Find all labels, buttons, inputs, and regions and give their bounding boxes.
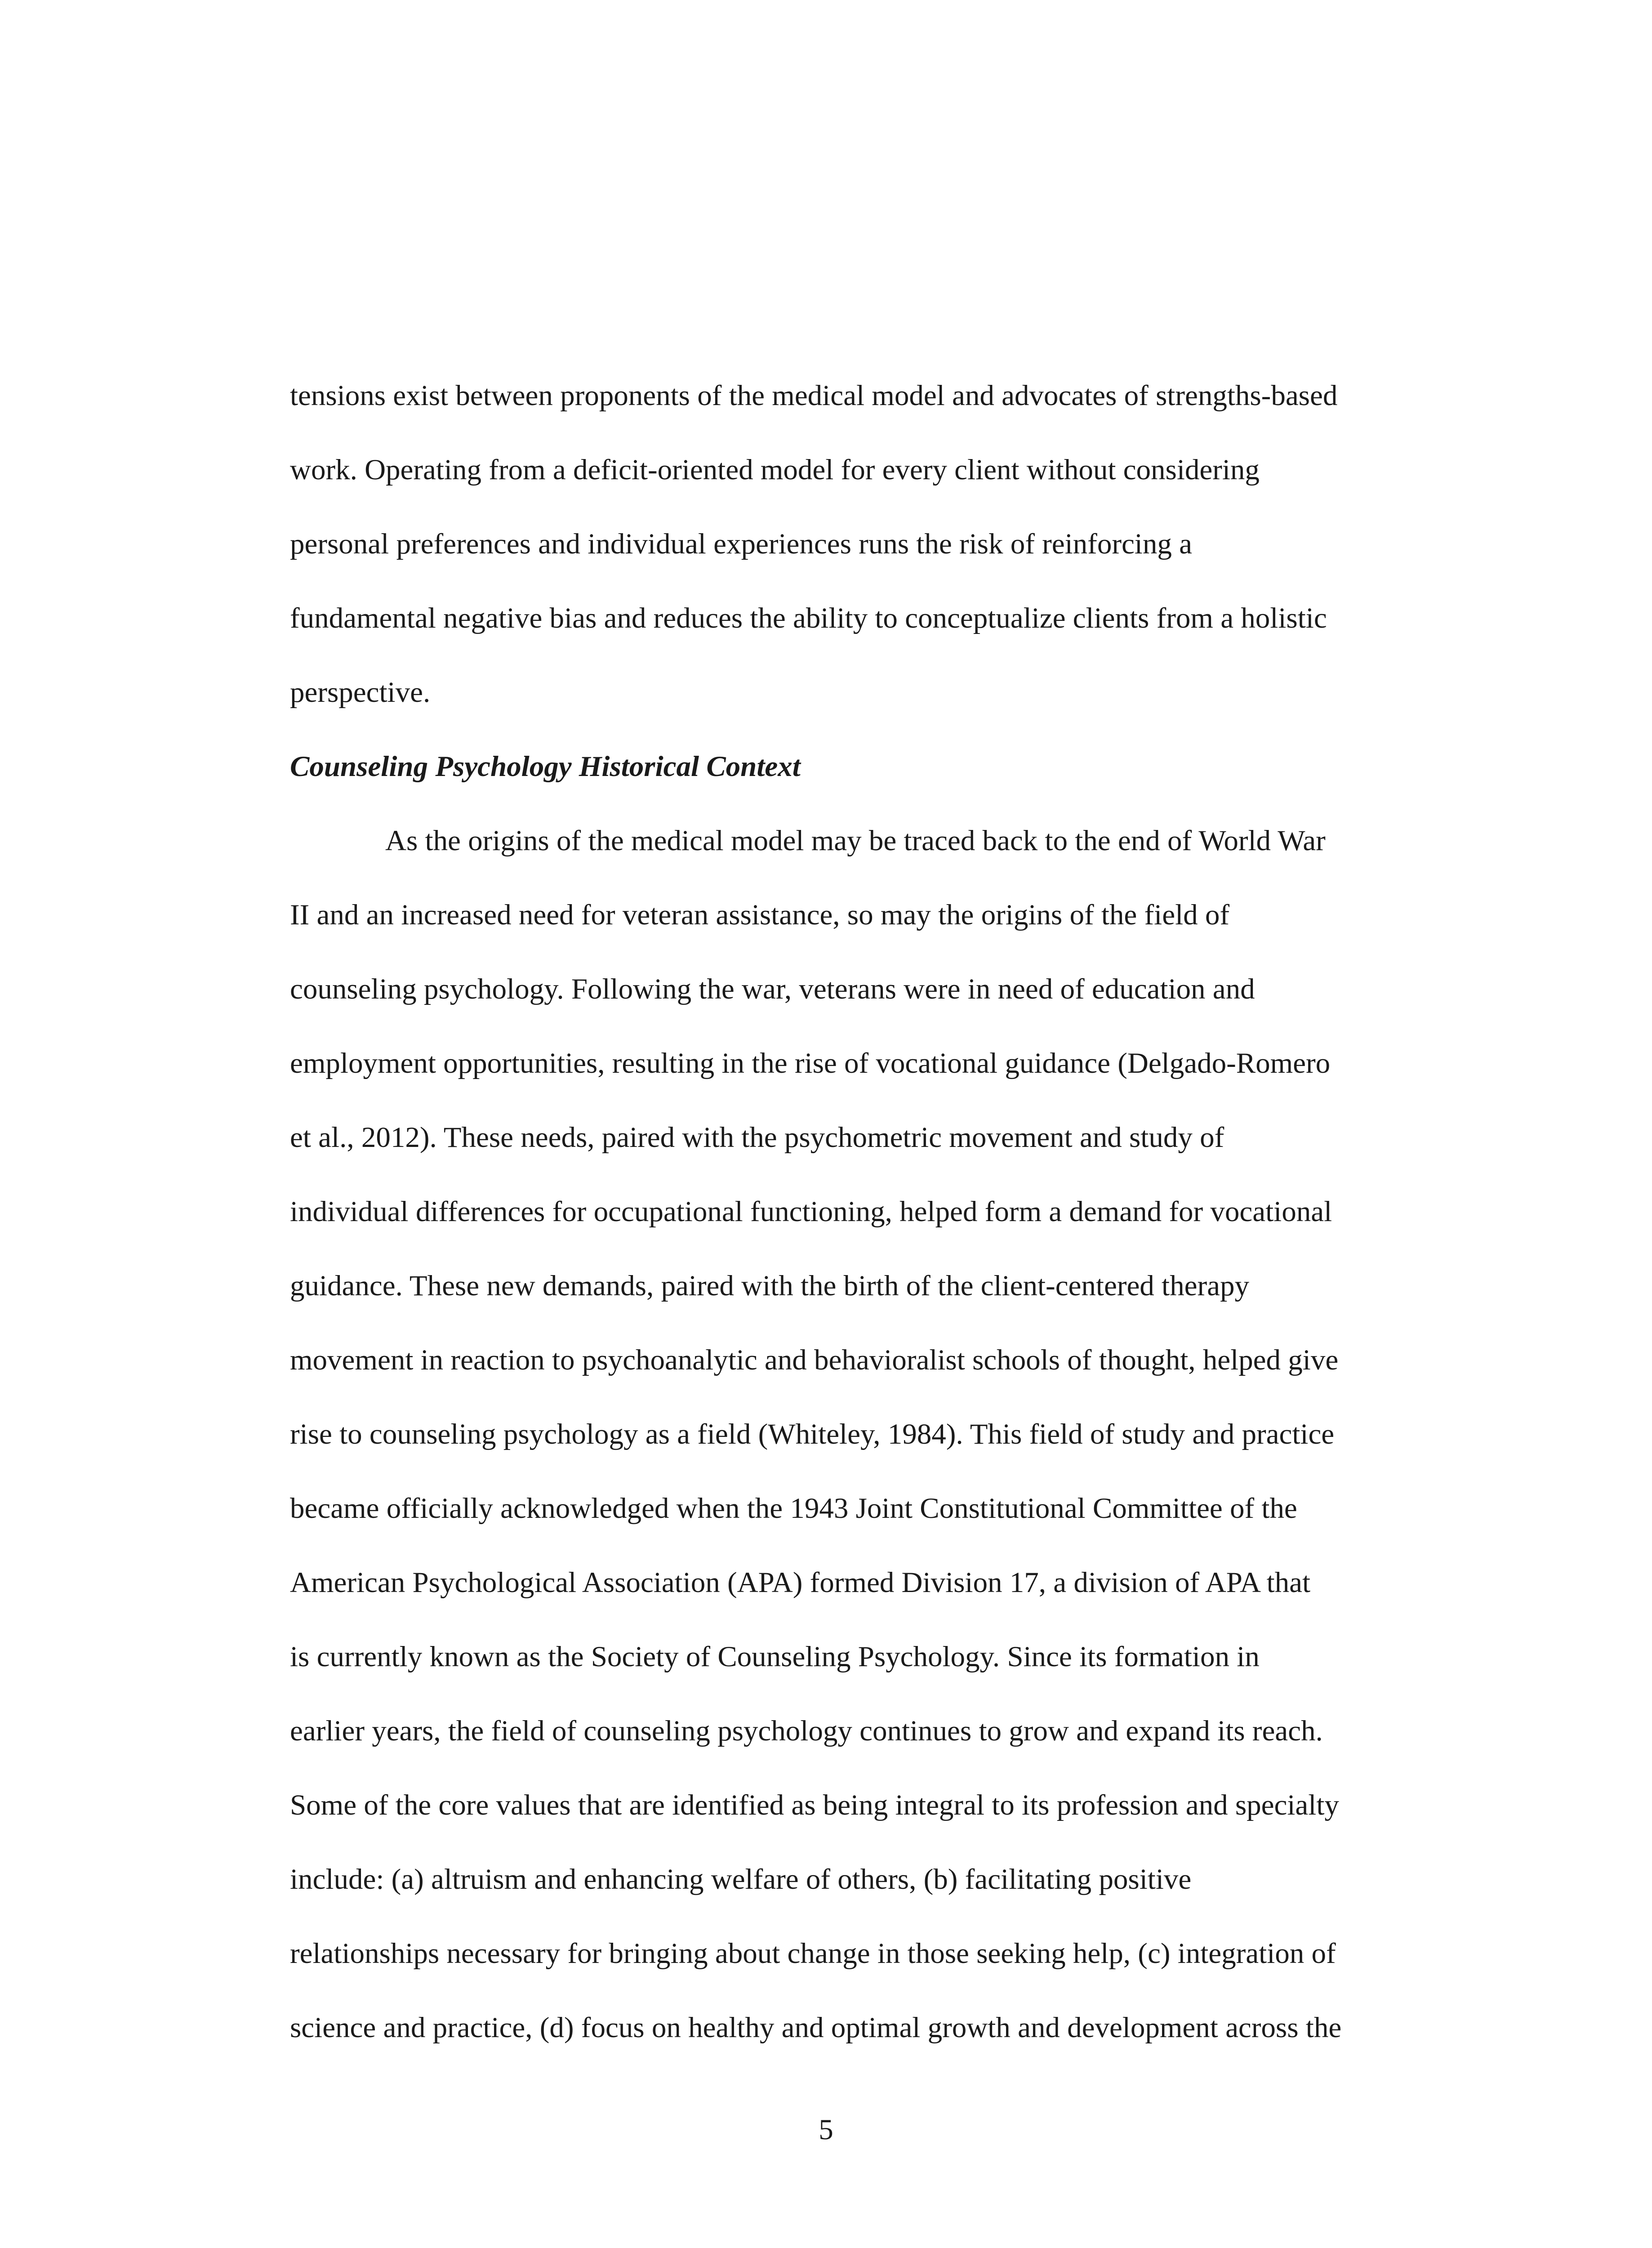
- section-heading: Counseling Psychology Historical Context: [290, 750, 801, 783]
- text-line: individual differences for occupational functioning, helped form a demand for vocational: [290, 1195, 1332, 1228]
- text-line: became officially acknowledged when the 1943 Joint Constitutional Committee of the: [290, 1492, 1297, 1525]
- text-line: rise to counseling psychology as a field (Whiteley, 1984). This field of study and practice: [290, 1418, 1335, 1450]
- text-line: American Psychological Association (APA) formed Division 17, a division of APA that: [290, 1566, 1311, 1599]
- text-line: et al., 2012). These needs, paired with the psychometric movement and study of: [290, 1121, 1225, 1154]
- text-line: work. Operating from a deficit-oriented model for every client without considering: [290, 454, 1260, 486]
- page-number: 5: [819, 2114, 833, 2146]
- text-line: is currently known as the Society of Counseling Psychology. Since its formation in: [290, 1641, 1260, 1673]
- text-line: include: (a) altruism and enhancing welfare of others, (b) facilitating positive: [290, 1863, 1192, 1896]
- text-line: earlier years, the field of counseling psychology continues to grow and expand its reach.: [290, 1715, 1323, 1747]
- text-line: personal preferences and individual experiences runs the risk of reinforcing a: [290, 528, 1192, 560]
- text-line: science and practice, (d) focus on healthy and optimal growth and development across the: [290, 2012, 1342, 2044]
- paragraph-2: [290, 804, 1450, 2065]
- text-line: fundamental negative bias and reduces the ability to conceptualize clients from a holistic: [290, 602, 1327, 634]
- paragraph-1: [290, 359, 1450, 730]
- text-line: counseling psychology. Following the war, veterans were in need of education and: [290, 973, 1255, 1005]
- body-text: [290, 359, 1450, 2065]
- text-line: As the origins of the medical model may be traced back to the end of World War: [385, 825, 1326, 857]
- text-line: relationships necessary for bringing about change in those seeking help, (c) integration of: [290, 1937, 1336, 1970]
- text-line: perspective.: [290, 676, 431, 709]
- text-line: II and an increased need for veteran assistance, so may the origins of the field of: [290, 899, 1230, 931]
- text-line: guidance. These new demands, paired with the birth of the client-centered therapy: [290, 1270, 1249, 1302]
- text-line: tensions exist between proponents of the medical model and advocates of strengths-based: [290, 379, 1338, 412]
- text-line: employment opportunities, resulting in the rise of vocational guidance (Delgado-Romero: [290, 1047, 1331, 1079]
- text-line: movement in reaction to psychoanalytic and behavioralist schools of thought, helped give: [290, 1344, 1339, 1376]
- text-line: Some of the core values that are identified as being integral to its profession and specialty: [290, 1789, 1339, 1821]
